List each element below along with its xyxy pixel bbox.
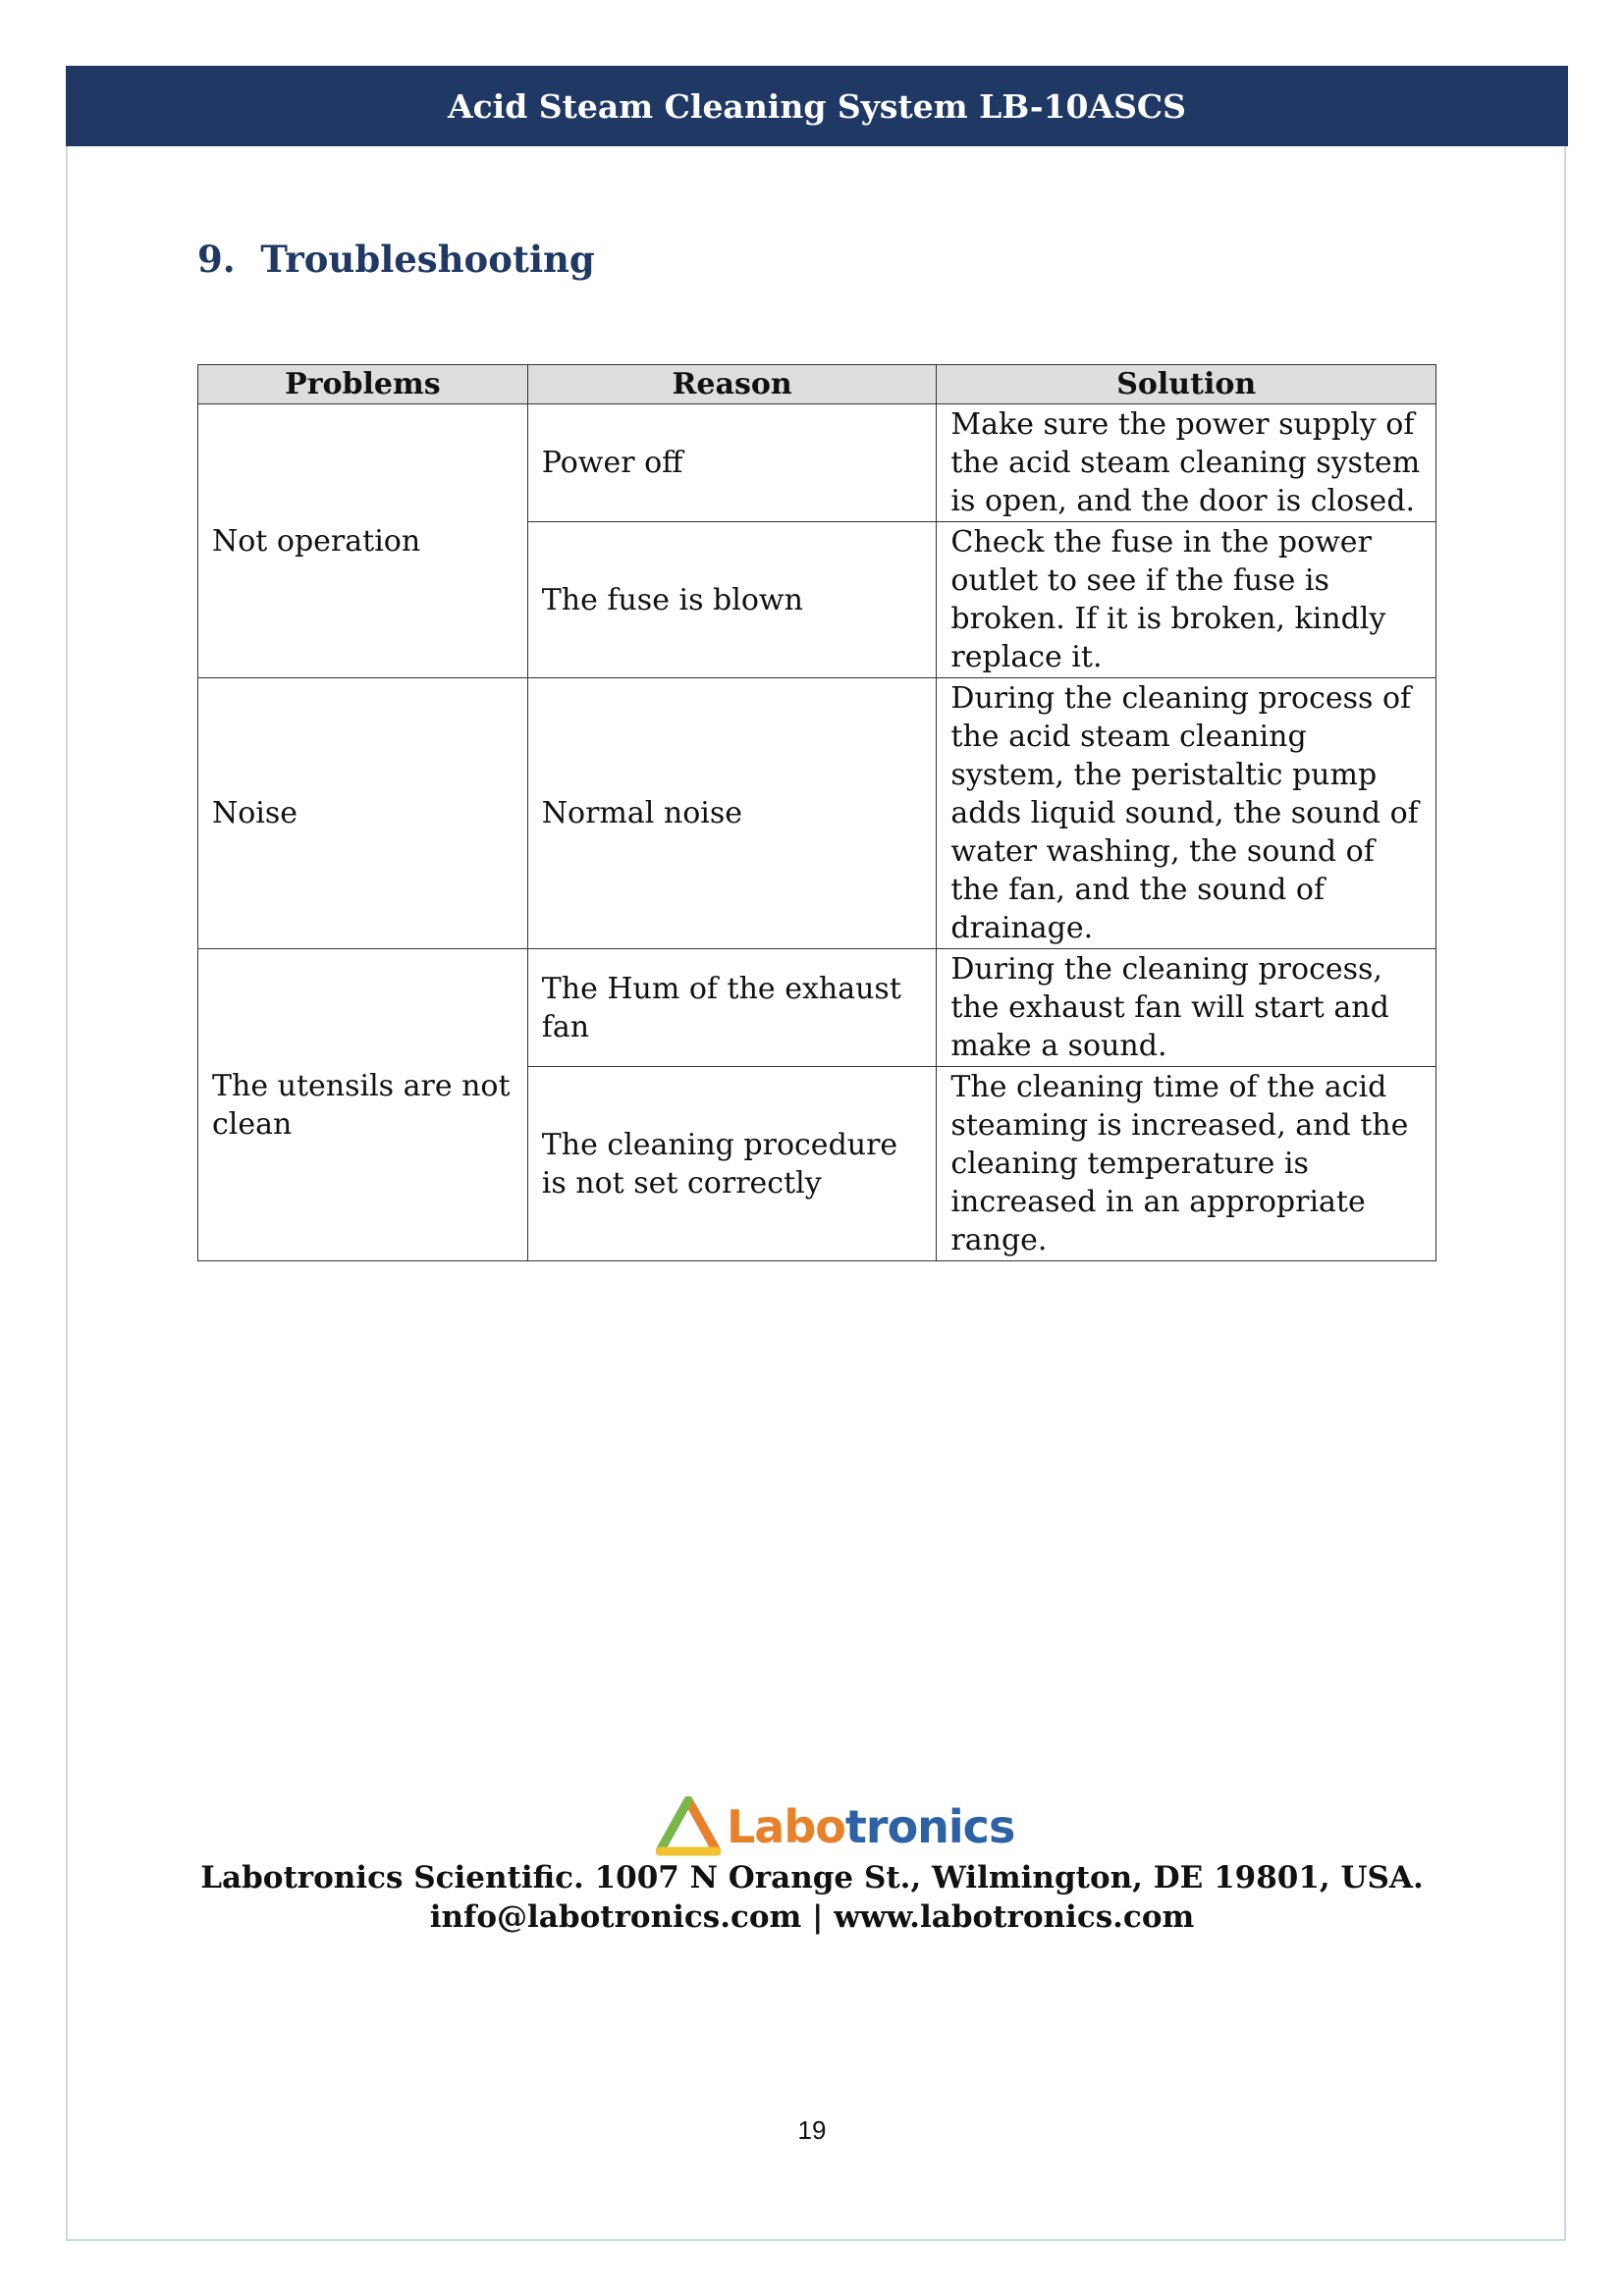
solution-cell: During the cleaning process, the exhaust fan will start and make a sound. <box>937 949 1436 1067</box>
footer-address: Labotronics Scientific. 1007 N Orange St., Wilmington, DE 19801, USA. <box>200 1860 1424 1896</box>
page-number: 19 <box>797 2115 827 2145</box>
reason-cell: The fuse is blown <box>527 522 937 678</box>
table-row <box>198 949 1436 1067</box>
problem-cell: Not operation <box>198 404 528 678</box>
reason-cell: The cleaning procedure is not set correctly <box>527 1067 937 1261</box>
document-title: Acid Steam Cleaning System LB-10ASCS <box>447 86 1186 126</box>
reason-cell: The Hum of the exhaust fan <box>527 949 937 1067</box>
problem-cell: Noise <box>198 678 528 949</box>
logo-wordmark: Labotronics <box>727 1800 1015 1853</box>
solution-cell: During the cleaning process of the acid steam cleaning system, the peristaltic pump adds liquid sound, the sound of water washing, the sound of the fan, and the sound of drainage. <box>937 678 1436 949</box>
problem-cell: The utensils are not clean <box>198 949 528 1261</box>
reason-cell: Normal noise <box>527 678 937 949</box>
header-problems: Problems <box>198 365 528 404</box>
troubleshooting-table <box>197 364 1436 1261</box>
solution-cell: Make sure the power supply of the acid steam cleaning system is open, and the door is closed. <box>937 404 1436 522</box>
solution-cell: Check the fuse in the power outlet to see if the fuse is broken. If it is broken, kindly replace it. <box>937 522 1436 678</box>
header-solution: Solution <box>937 365 1436 404</box>
solution-cell: The cleaning time of the acid steaming is increased, and the cleaning temperature is increased in an appropriate range. <box>937 1067 1436 1261</box>
table-header-row <box>198 365 1436 404</box>
section-number: 9. <box>197 238 236 281</box>
logo-triangle-icon <box>656 1796 721 1857</box>
labotronics-logo <box>656 1793 1014 1860</box>
header-reason: Reason <box>527 365 937 404</box>
section-title <box>197 238 595 281</box>
footer-contact: info@labotronics.com | www.labotronics.com <box>429 1899 1195 1935</box>
reason-cell: Power off <box>527 404 937 522</box>
section-title-text: Troubleshooting <box>260 238 595 281</box>
table-row <box>198 404 1436 522</box>
header-bar <box>66 66 1568 146</box>
table-row <box>198 678 1436 949</box>
